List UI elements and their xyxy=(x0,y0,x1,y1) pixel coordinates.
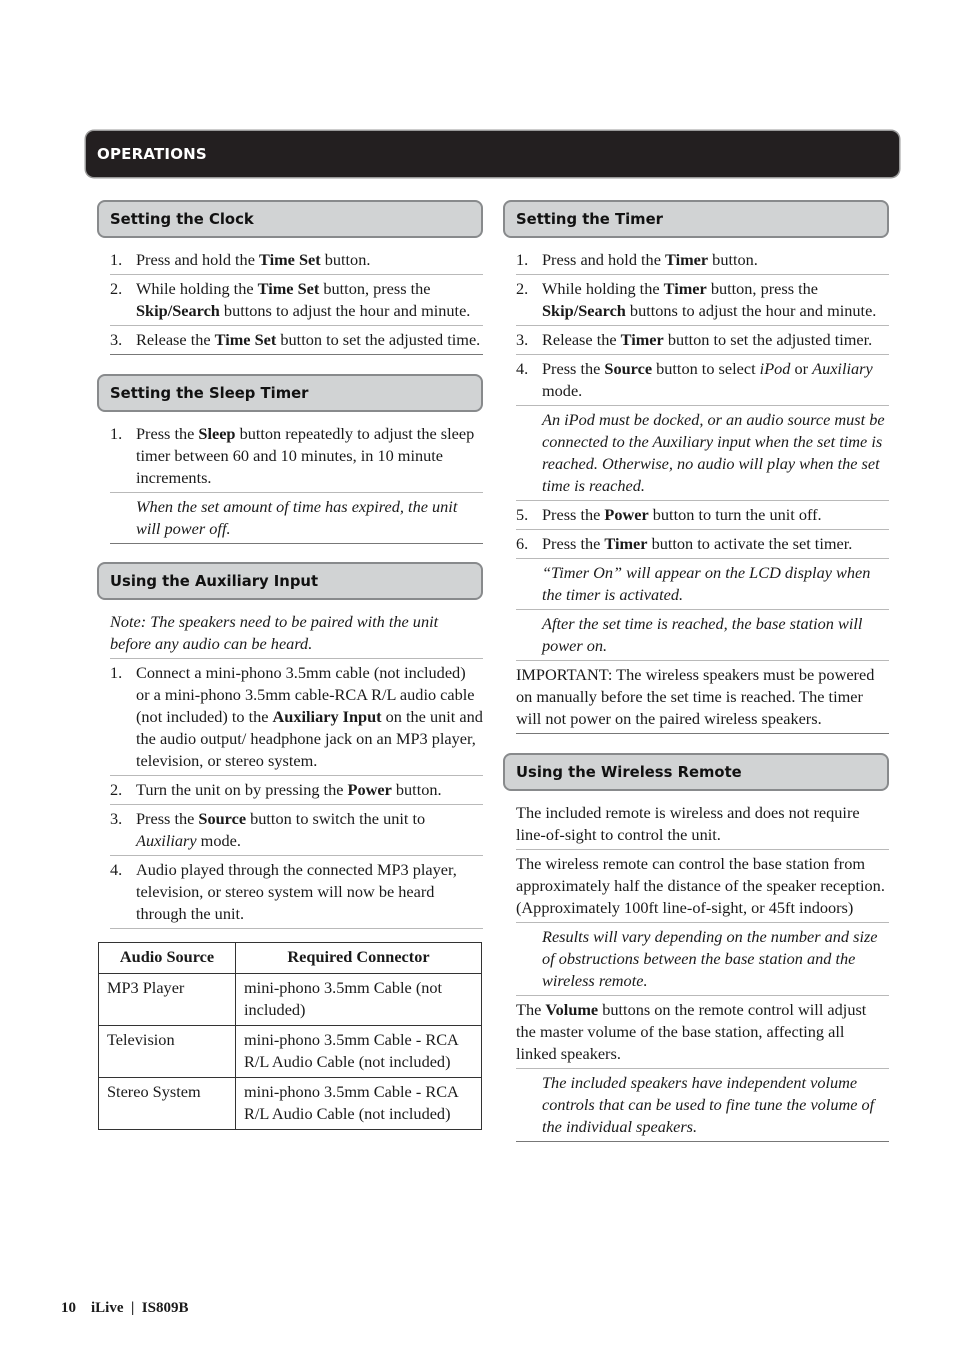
step-text: Press the Source button to switch the unit to Auxiliary mode. xyxy=(136,809,426,850)
column-header: Required Connector xyxy=(236,943,482,974)
list-item xyxy=(110,856,483,929)
table-row xyxy=(99,974,482,1026)
section-header-clock: Setting the Clock xyxy=(97,200,483,238)
step-number: 3. xyxy=(110,330,123,349)
section-header-sleep: Setting the Sleep Timer xyxy=(97,374,483,412)
remote-paragraph: The included remote is wireless and does not require line-of-sight to control the unit. xyxy=(516,799,889,850)
list-item xyxy=(110,326,483,355)
table-cell: mini-phono 3.5mm Cable - RCA R/L Audio Cable (not included) xyxy=(236,1026,482,1078)
list-item xyxy=(110,420,483,493)
timer-important: IMPORTANT: The wireless speakers must be powered on manually before the set time is reached. The timer will not power on the paired wireless speakers. xyxy=(516,661,889,734)
step-text: Press the Timer button to activate the set timer. xyxy=(542,534,853,553)
timer-note: “Timer On” will appear on the LCD display when the timer is activated. xyxy=(516,559,889,610)
step-text: Press the Sleep button repeatedly to adjust the sleep timer between 60 and 10 minutes, in 10 minute increments. xyxy=(136,424,475,487)
step-text: While holding the Time Set button, press the Skip/Search buttons to adjust the hour and minute. xyxy=(136,279,471,320)
step-text: Press the Power button to turn the unit off. xyxy=(542,505,822,524)
aux-intro-note: Note: The speakers need to be paired with the unit before any audio can be heard. xyxy=(110,608,483,659)
column-header: Audio Source xyxy=(99,943,236,974)
remote-paragraph: The wireless remote can control the base station from approximately half the distance of the speaker reception. (Approximately 100ft line-of-sight, or 45ft indoors) xyxy=(516,850,889,923)
table-cell: Stereo System xyxy=(99,1078,236,1130)
step-number: 4. xyxy=(516,359,529,378)
sleep-note: When the set amount of time has expired, the unit will power off. xyxy=(110,493,483,544)
list-item xyxy=(110,776,483,805)
list-item xyxy=(516,246,889,275)
timer-steps xyxy=(516,246,889,734)
timer-note: An iPod must be docked, or an audio source must be connected to the Auxiliary input when the set time is reached. Otherwise, no audio will play when the set time is reached. xyxy=(516,406,889,501)
banner-title: OPERATIONS xyxy=(97,145,207,163)
step-number: 1. xyxy=(110,663,123,682)
connector-table xyxy=(98,942,482,1130)
table-cell: mini-phono 3.5mm Cable - RCA R/L Audio Cable (not included) xyxy=(236,1078,482,1130)
remote-paragraph: The Volume buttons on the remote control will adjust the master volume of the base station, affecting all linked speakers. xyxy=(516,996,889,1069)
table-cell: mini-phono 3.5mm Cable (not included) xyxy=(236,974,482,1026)
table-row xyxy=(99,1078,482,1130)
remote-note: Results will vary depending on the number and size of obstructions between the base station and the wireless remote. xyxy=(516,923,889,996)
step-number: 1. xyxy=(110,424,123,443)
table-cell: Television xyxy=(99,1026,236,1078)
right-column xyxy=(503,200,889,1142)
list-item xyxy=(516,275,889,326)
remote-paragraphs xyxy=(516,799,889,1142)
sleep-steps xyxy=(110,420,483,544)
step-text: Press the Source button to select iPod or Auxiliary mode. xyxy=(542,359,873,400)
left-column xyxy=(97,200,483,1130)
step-number: 1. xyxy=(110,250,123,269)
step-text: Release the Time Set button to set the adjusted time. xyxy=(136,330,481,349)
section-header-timer: Setting the Timer xyxy=(503,200,889,238)
remote-note: The included speakers have independent volume controls that can be used to fine tune the volume of the individual speakers. xyxy=(516,1069,889,1142)
section-header-aux: Using the Auxiliary Input xyxy=(97,562,483,600)
list-item xyxy=(516,501,889,530)
step-text: Press and hold the Timer button. xyxy=(542,250,758,269)
step-number: 3. xyxy=(516,330,529,349)
operations-banner xyxy=(86,131,899,177)
table-cell: MP3 Player xyxy=(99,974,236,1026)
table-header-row xyxy=(99,943,482,974)
section-header-remote: Using the Wireless Remote xyxy=(503,753,889,791)
step-number: 2. xyxy=(516,279,529,298)
list-item xyxy=(516,326,889,355)
list-item xyxy=(110,659,483,776)
step-number: 4. xyxy=(110,860,123,879)
step-number: 6. xyxy=(516,534,529,553)
clock-steps xyxy=(110,246,483,355)
list-item xyxy=(516,355,889,406)
aux-steps xyxy=(110,608,483,929)
list-item xyxy=(516,530,889,559)
step-text: Connect a mini-phono 3.5mm cable (not included) or a mini-phono 3.5mm cable-RCA R/L audio cable (not included) to the Auxiliary Input on the unit and the audio output/ headphone jack on an MP3 player, television, or stereo system. xyxy=(136,663,483,770)
step-text: While holding the Timer button, press the Skip/Search buttons to adjust the hour and minute. xyxy=(542,279,877,320)
list-item xyxy=(110,246,483,275)
list-item xyxy=(110,275,483,326)
step-number: 5. xyxy=(516,505,529,524)
step-number: 1. xyxy=(516,250,529,269)
step-number: 2. xyxy=(110,279,123,298)
step-text: Press and hold the Time Set button. xyxy=(136,250,371,269)
page-footer xyxy=(61,1297,189,1319)
step-text: Turn the unit on by pressing the Power button. xyxy=(136,780,442,799)
timer-note: After the set time is reached, the base station will power on. xyxy=(516,610,889,661)
footer-text: 10 iLive | IS809B xyxy=(61,1300,189,1316)
step-number: 3. xyxy=(110,809,123,828)
step-text: Release the Timer button to set the adjusted timer. xyxy=(542,330,873,349)
list-item xyxy=(110,805,483,856)
step-number: 2. xyxy=(110,780,123,799)
step-text: Audio played through the connected MP3 player, television, or stereo system will now be heard through the unit. xyxy=(136,860,457,923)
table-row xyxy=(99,1026,482,1078)
